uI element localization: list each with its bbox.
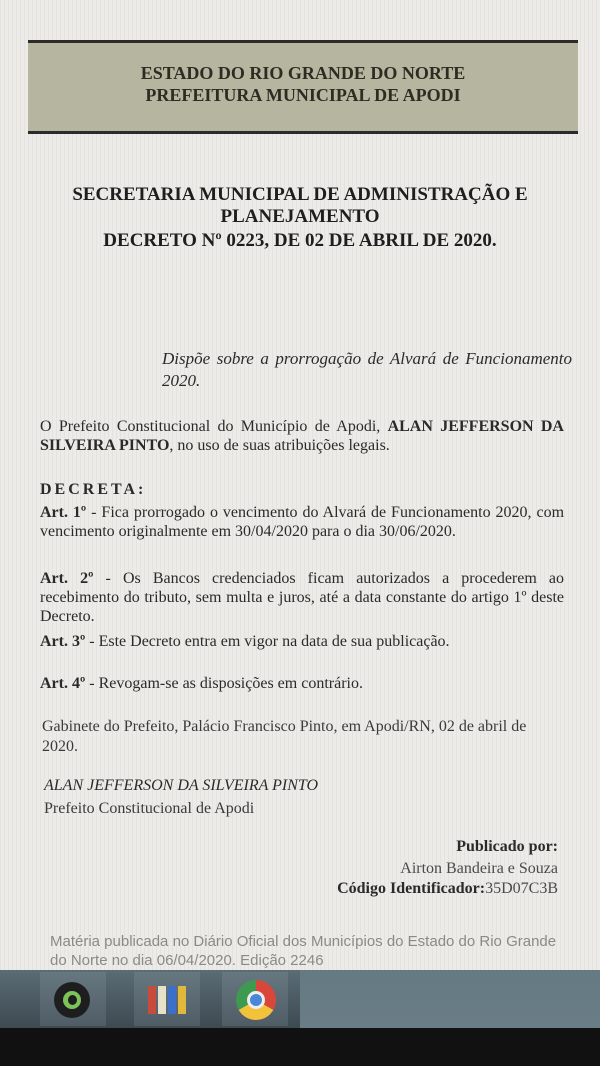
article-text: - Revogam-se as disposições em contrário. xyxy=(85,675,363,692)
article-2 xyxy=(40,569,564,626)
library-app-icon[interactable] xyxy=(148,986,190,1014)
article-label: Art. 2º xyxy=(40,570,94,587)
decree-summary: Dispõe sobre a prorrogação de Alvará de Funcionamento 2020. xyxy=(162,349,572,390)
screen-bezel xyxy=(0,1028,600,1066)
header-state: ESTADO DO RIO GRANDE DO NORTE xyxy=(140,63,466,83)
article-label: Art. 1º xyxy=(40,504,87,521)
identifier-code xyxy=(337,880,558,898)
mayor-name: ALAN JEFFERSON DA SILVEIRA PINTO xyxy=(40,418,564,454)
publisher-name: Airton Bandeira e Souza xyxy=(400,860,558,877)
article-3 xyxy=(40,632,564,651)
intro-text: O Prefeito Constitucional do Município de Apodi, xyxy=(40,418,388,435)
decree-number: DECRETO Nº 0223, DE 02 DE ABRIL DE 2020. xyxy=(103,230,497,251)
cursor-app-icon[interactable] xyxy=(54,982,90,1018)
article-label: Art. 3º xyxy=(40,633,86,650)
intro-paragraph xyxy=(40,417,564,455)
article-text: - Fica prorrogado o vencimento do Alvará de Funcionamento 2020, com vencimento originalmente em 30/04/2020 para o dia 30/06/2020. xyxy=(40,504,565,540)
article-label: Art. 4º xyxy=(40,675,86,692)
publication-note: Matéria publicada no Diário Oficial dos Municípios do Estado do Rio Grande do Norte no dia 06/04/2020. Edição 2246 xyxy=(50,933,557,969)
signer-role: Prefeito Constitucional de Apodi xyxy=(44,800,255,817)
document-header xyxy=(28,40,578,134)
secretariat-title-line1: SECRETARIA MUNICIPAL DE ADMINISTRAÇÃO E xyxy=(72,184,528,205)
chrome-icon[interactable] xyxy=(236,980,276,1020)
header-prefecture: PREFEITURA MUNICIPAL DE APODI xyxy=(145,85,461,105)
article-text: - Este Decreto entra em vigor na data de sua publicação. xyxy=(85,633,450,650)
signer-name: ALAN JEFFERSON DA SILVEIRA PINTO xyxy=(44,777,319,794)
taskbar-empty-area xyxy=(300,970,600,1028)
secretariat-title-line2: PLANEJAMENTO xyxy=(220,206,380,227)
identifier-label: Código Identificador: xyxy=(337,880,486,897)
signing-place-date: Gabinete do Prefeito, Palácio Francisco Pinto, em Apodi/RN, 02 de abril de 2020. xyxy=(42,718,527,755)
intro-text-end: , no uso de suas atribuições legais. xyxy=(169,437,390,454)
decreta-heading: DECRETA: xyxy=(40,481,147,498)
taskbar xyxy=(0,970,600,1028)
identifier-value: 35D07C3B xyxy=(485,880,558,897)
published-by-label: Publicado por: xyxy=(456,838,558,855)
article-4 xyxy=(40,674,564,693)
article-1 xyxy=(40,503,564,541)
article-text: - Os Bancos credenciados ficam autorizados a procederem ao recebimento do tributo, sem multa e juros, até a data constante do artigo 1º deste Decreto. xyxy=(40,570,565,625)
